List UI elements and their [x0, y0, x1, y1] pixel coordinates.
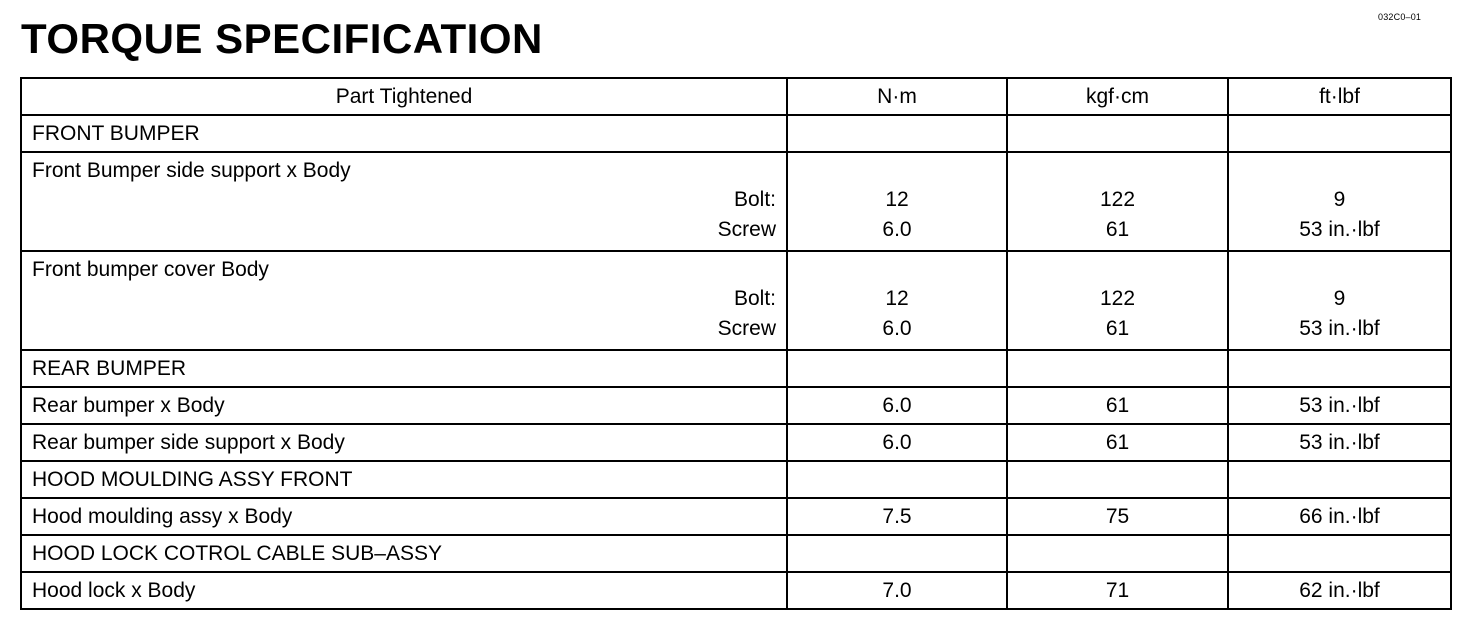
- ft-cell: [1228, 152, 1451, 251]
- kgf-value: 122: [1099, 287, 1136, 310]
- kgf-value: 71: [1007, 572, 1228, 609]
- part-label: Hood lock x Body: [21, 572, 787, 609]
- fastener-label: Bolt:: [733, 287, 776, 310]
- part-cell: [21, 152, 787, 251]
- fastener-label: Screw: [717, 218, 776, 241]
- ft-value: 53 in.·lbf: [1228, 387, 1451, 424]
- table-row-hood-lock: [21, 572, 1451, 609]
- empty-cell: [1007, 461, 1228, 498]
- part-label: Rear bumper side support x Body: [21, 424, 787, 461]
- column-header-kgf: kgf·cm: [1007, 78, 1228, 115]
- empty-cell: [787, 535, 1007, 572]
- nm-value: 6.0: [787, 424, 1007, 461]
- table-row-rear-bumper-side-support: [21, 424, 1451, 461]
- empty-cell: [787, 461, 1007, 498]
- kgf-value: 61: [1105, 317, 1130, 340]
- nm-value: 12: [885, 188, 909, 211]
- nm-value: 6.0: [882, 218, 912, 241]
- nm-value: 12: [885, 287, 909, 310]
- ft-value: 53 in.·lbf: [1299, 218, 1380, 241]
- empty-cell: [787, 115, 1007, 152]
- nm-value: 7.5: [787, 498, 1007, 535]
- ft-value: 53 in.·lbf: [1299, 317, 1380, 340]
- torque-table: [20, 77, 1452, 610]
- table-header-row: [21, 78, 1451, 115]
- empty-cell: [1007, 535, 1228, 572]
- kgf-value: 75: [1007, 498, 1228, 535]
- empty-cell: [1228, 461, 1451, 498]
- kgf-value: 61: [1007, 424, 1228, 461]
- kgf-cell: [1007, 251, 1228, 350]
- section-row-rear-bumper: [21, 350, 1451, 387]
- ft-value: 62 in.·lbf: [1228, 572, 1451, 609]
- section-row-front-bumper: [21, 115, 1451, 152]
- part-label: Front Bumper side support x Body: [32, 159, 351, 182]
- ft-value: 9: [1333, 188, 1346, 211]
- kgf-value: 61: [1007, 387, 1228, 424]
- fastener-label: Bolt:: [733, 188, 776, 211]
- section-row-hood-lock-cable: [21, 535, 1451, 572]
- ft-value: 53 in.·lbf: [1228, 424, 1451, 461]
- empty-cell: [787, 350, 1007, 387]
- table-row-front-bumper-cover: [21, 251, 1451, 350]
- empty-cell: [1228, 350, 1451, 387]
- nm-cell: [787, 152, 1007, 251]
- column-header-ft: ft·lbf: [1228, 78, 1451, 115]
- table-row-rear-bumper: [21, 387, 1451, 424]
- column-header-part: Part Tightened: [21, 78, 787, 115]
- kgf-cell: [1007, 152, 1228, 251]
- empty-cell: [1007, 115, 1228, 152]
- ft-cell: [1228, 251, 1451, 350]
- section-label: REAR BUMPER: [21, 350, 787, 387]
- section-label: FRONT BUMPER: [21, 115, 787, 152]
- section-row-hood-moulding: [21, 461, 1451, 498]
- ft-value: 66 in.·lbf: [1228, 498, 1451, 535]
- page-title: TORQUE SPECIFICATION: [21, 15, 543, 62]
- part-cell: [21, 251, 787, 350]
- section-label: HOOD LOCK COTROL CABLE SUB–ASSY: [21, 535, 787, 572]
- kgf-value: 61: [1105, 218, 1130, 241]
- empty-cell: [1007, 350, 1228, 387]
- fastener-label: Screw: [717, 317, 776, 340]
- ft-value: 9: [1333, 287, 1346, 310]
- nm-value: 6.0: [882, 317, 912, 340]
- part-label: Front bumper cover Body: [32, 258, 269, 281]
- empty-cell: [1228, 535, 1451, 572]
- nm-value: 7.0: [787, 572, 1007, 609]
- nm-value: 6.0: [787, 387, 1007, 424]
- part-label: Hood moulding assy x Body: [21, 498, 787, 535]
- nm-cell: [787, 251, 1007, 350]
- column-header-nm: N·m: [787, 78, 1007, 115]
- section-label: HOOD MOULDING ASSY FRONT: [21, 461, 787, 498]
- kgf-value: 122: [1099, 188, 1136, 211]
- document-code: 032C0–01: [1378, 12, 1422, 22]
- table-row-front-bumper-side-support: [21, 152, 1451, 251]
- part-label: Rear bumper x Body: [21, 387, 787, 424]
- empty-cell: [1228, 115, 1451, 152]
- table-row-hood-moulding: [21, 498, 1451, 535]
